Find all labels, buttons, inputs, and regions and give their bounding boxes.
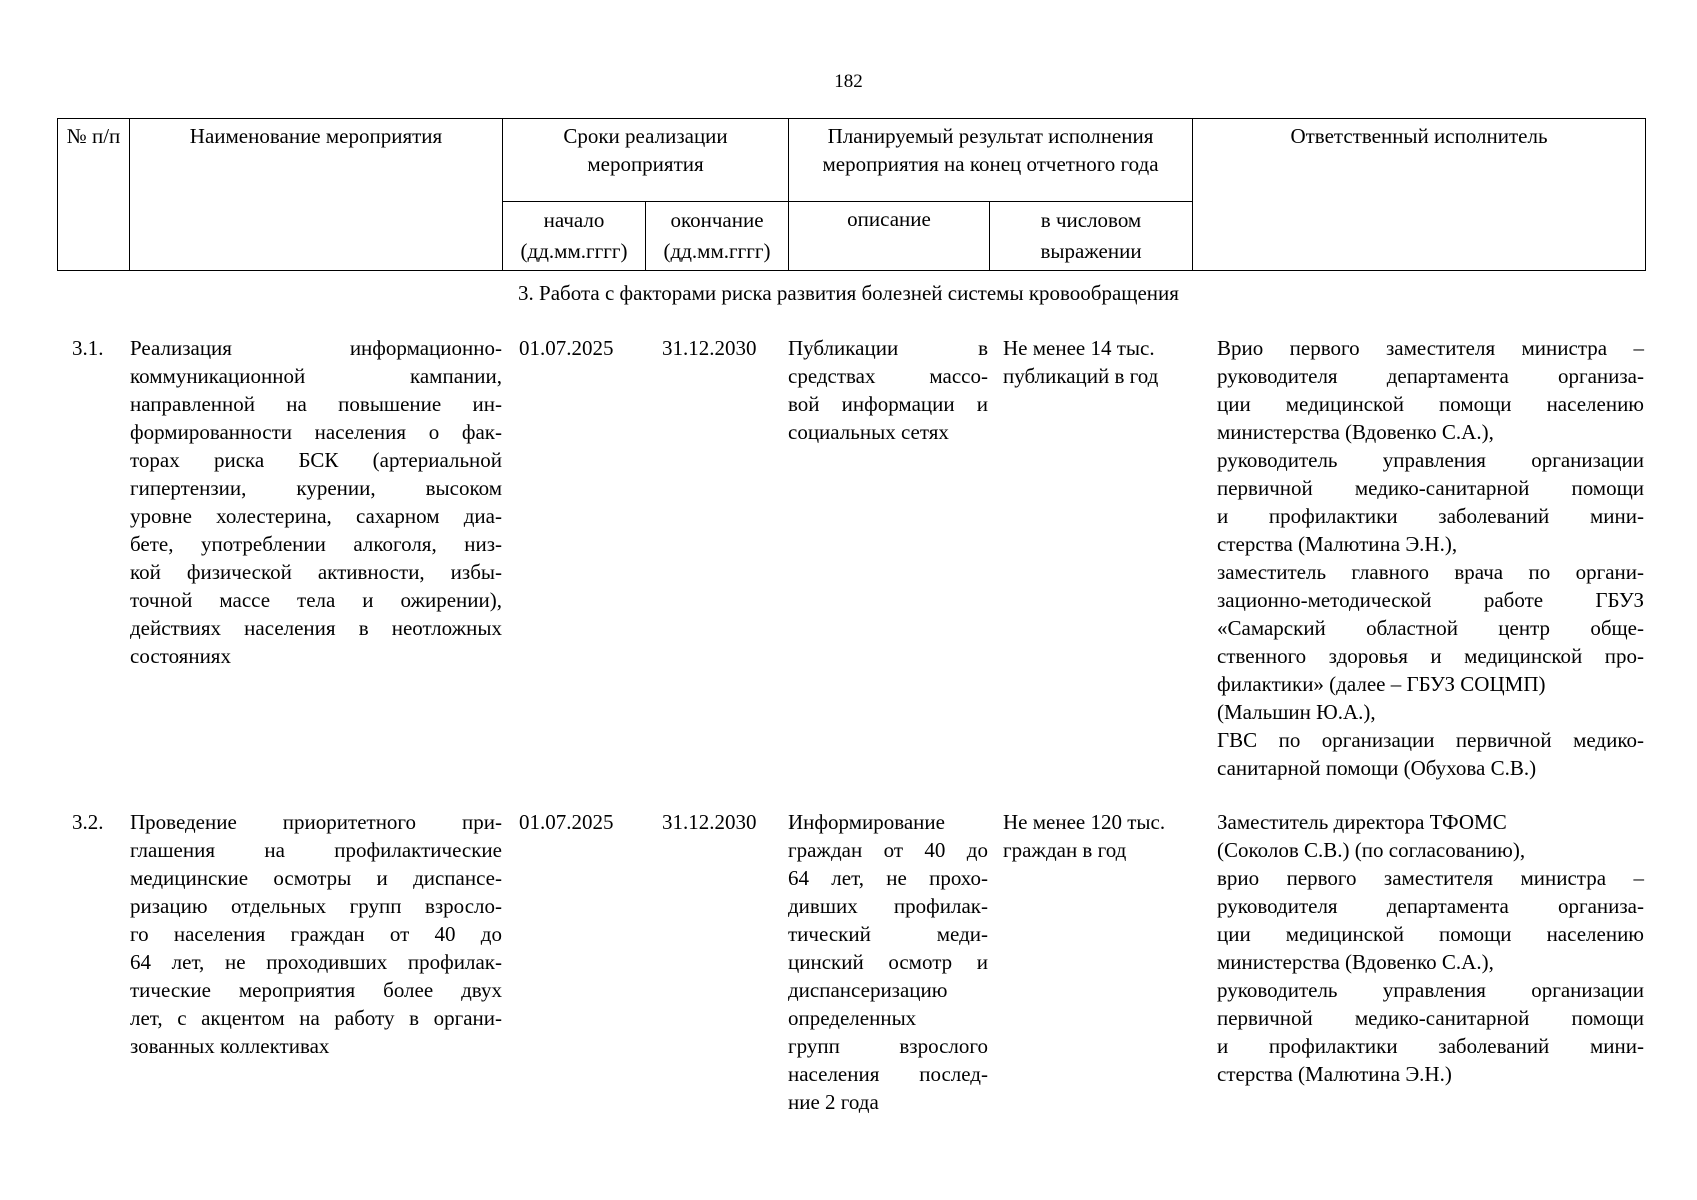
text-line: определенных bbox=[788, 1006, 917, 1030]
text-line: филактики» (далее – ГБУЗ СОЦМП) bbox=[1217, 672, 1546, 696]
text-line: формированности населения о фак- bbox=[130, 420, 502, 444]
start-date: 01.07.2025 bbox=[519, 336, 614, 360]
text-line: диспансеризацию bbox=[788, 978, 948, 1002]
text-line: Реализация информационно- bbox=[130, 336, 502, 360]
text-line: 64 лет, не прохо- bbox=[788, 866, 988, 890]
text-line: Заместитель директора ТФОМС bbox=[1217, 810, 1507, 834]
text-line: руководитель управления организации bbox=[1217, 448, 1644, 472]
page-number: 182 bbox=[834, 71, 863, 92]
text-line: (Соколов С.В.) (по согласованию), bbox=[1217, 838, 1526, 862]
event-name bbox=[130, 808, 502, 1060]
text-line: публикаций в год bbox=[1003, 364, 1159, 388]
result-value bbox=[1003, 334, 1203, 390]
text-line: глашения на профилактические bbox=[130, 838, 502, 862]
text-line: групп взрослого bbox=[788, 1034, 988, 1058]
text-line: заместитель главного врача по органи- bbox=[1217, 560, 1644, 584]
header-dates: Сроки реализации мероприятия bbox=[503, 119, 789, 202]
text-line: первичной медико-санитарной помощи bbox=[1217, 476, 1644, 500]
text-line: граждан от 40 до bbox=[788, 838, 988, 862]
responsible-executor bbox=[1217, 334, 1644, 782]
text-line: ГВС по организации первичной медико- bbox=[1217, 728, 1644, 752]
responsible-executor bbox=[1217, 808, 1644, 1088]
text-line: состояниях bbox=[130, 644, 231, 668]
header-table bbox=[57, 118, 1646, 271]
text-line: действиях населения в неотложных bbox=[130, 616, 502, 640]
text-line: зационно-методической работе ГБУЗ bbox=[1217, 588, 1644, 612]
header-result: Планируемый результат исполнения мероприятия на конец отчетного года bbox=[789, 119, 1193, 202]
text-line: Не менее 14 тыс. bbox=[1003, 336, 1155, 360]
text-line: средствах массо- bbox=[788, 364, 988, 388]
result-description bbox=[788, 334, 988, 446]
text-line: ции медицинской помощи населению bbox=[1217, 392, 1644, 416]
text-line: министерства (Вдовенко С.А.), bbox=[1217, 420, 1494, 444]
text-line: санитарной помощи (Обухова С.В.) bbox=[1217, 756, 1537, 780]
text-line: Не менее 120 тыс. bbox=[1003, 810, 1166, 834]
header-description: описание bbox=[789, 202, 990, 271]
header-name: Наименование мероприятия bbox=[130, 119, 503, 271]
text-line: ции медицинской помощи населению bbox=[1217, 922, 1644, 946]
text-line: (Мальшин Ю.А.), bbox=[1217, 700, 1376, 724]
text-line: врио первого заместителя министра – bbox=[1217, 866, 1644, 890]
text-line: вой информации и bbox=[788, 392, 988, 416]
event-name bbox=[130, 334, 502, 670]
text-line: тический меди- bbox=[788, 922, 988, 946]
text-line: тические мероприятия более двух bbox=[130, 978, 502, 1002]
text-line: го населения граждан от 40 до bbox=[130, 922, 502, 946]
header-numeric: в числовом выражении bbox=[990, 202, 1193, 271]
header-num: № п/п bbox=[58, 119, 130, 271]
text-line: ризацию отдельных групп взросло- bbox=[130, 894, 502, 918]
text-line: лет, с акцентом на работу в органи- bbox=[130, 1006, 502, 1030]
text-line: Информирование bbox=[788, 810, 945, 834]
row-number: 3.2. bbox=[72, 810, 104, 834]
end-date: 31.12.2030 bbox=[662, 336, 757, 360]
text-line: Проведение приоритетного при- bbox=[130, 810, 502, 834]
text-line: зованных коллективах bbox=[130, 1034, 330, 1058]
text-line: населения послед- bbox=[788, 1062, 988, 1086]
text-line: Публикации в bbox=[788, 336, 988, 360]
text-line: цинский осмотр и bbox=[788, 950, 988, 974]
header-start: начало (дд.мм.гггг) bbox=[503, 202, 646, 271]
text-line: «Самарский областной центр обще- bbox=[1217, 616, 1644, 640]
text-line: Врио первого заместителя министра – bbox=[1217, 336, 1644, 360]
text-line: и профилактики заболеваний мини- bbox=[1217, 1034, 1644, 1058]
start-date: 01.07.2025 bbox=[519, 810, 614, 834]
section-title: 3. Работа с факторами риска развития болезней системы кровообращения bbox=[518, 281, 1179, 305]
result-value bbox=[1003, 808, 1203, 864]
text-line: точной массе тела и ожирении), bbox=[130, 588, 502, 612]
text-line: уровне холестерина, сахарном диа- bbox=[130, 504, 502, 528]
text-line: руководителя департамента организа- bbox=[1217, 364, 1644, 388]
text-line: бете, употреблении алкоголя, низ- bbox=[130, 532, 502, 556]
text-line: социальных сетях bbox=[788, 420, 949, 444]
text-line: стерства (Малютина Э.Н.), bbox=[1217, 532, 1458, 556]
text-line: коммуникационной кампании, bbox=[130, 364, 502, 388]
text-line: первичной медико-санитарной помощи bbox=[1217, 1006, 1644, 1030]
header-responsible: Ответственный исполнитель bbox=[1193, 119, 1646, 271]
row-number: 3.1. bbox=[72, 336, 104, 360]
text-line: руководителя департамента организа- bbox=[1217, 894, 1644, 918]
text-line: стерства (Малютина Э.Н.) bbox=[1217, 1062, 1452, 1086]
text-line: руководитель управления организации bbox=[1217, 978, 1644, 1002]
end-date: 31.12.2030 bbox=[662, 810, 757, 834]
text-line: ние 2 года bbox=[788, 1090, 879, 1114]
header-end: окончание (дд.мм.гггг) bbox=[646, 202, 789, 271]
text-line: гипертензии, курении, высоком bbox=[130, 476, 502, 500]
text-line: кой физической активности, избы- bbox=[130, 560, 502, 584]
text-line: торах риска БСК (артериальной bbox=[130, 448, 502, 472]
text-line: и профилактики заболеваний мини- bbox=[1217, 504, 1644, 528]
text-line: дивших профилак- bbox=[788, 894, 988, 918]
text-line: 64 лет, не проходивших профилак- bbox=[130, 950, 502, 974]
text-line: ственного здоровья и медицинской про- bbox=[1217, 644, 1644, 668]
text-line: направленной на повышение ин- bbox=[130, 392, 502, 416]
result-description bbox=[788, 808, 988, 1116]
text-line: медицинские осмотры и диспансе- bbox=[130, 866, 502, 890]
text-line: министерства (Вдовенко С.А.), bbox=[1217, 950, 1494, 974]
text-line: граждан в год bbox=[1003, 838, 1127, 862]
